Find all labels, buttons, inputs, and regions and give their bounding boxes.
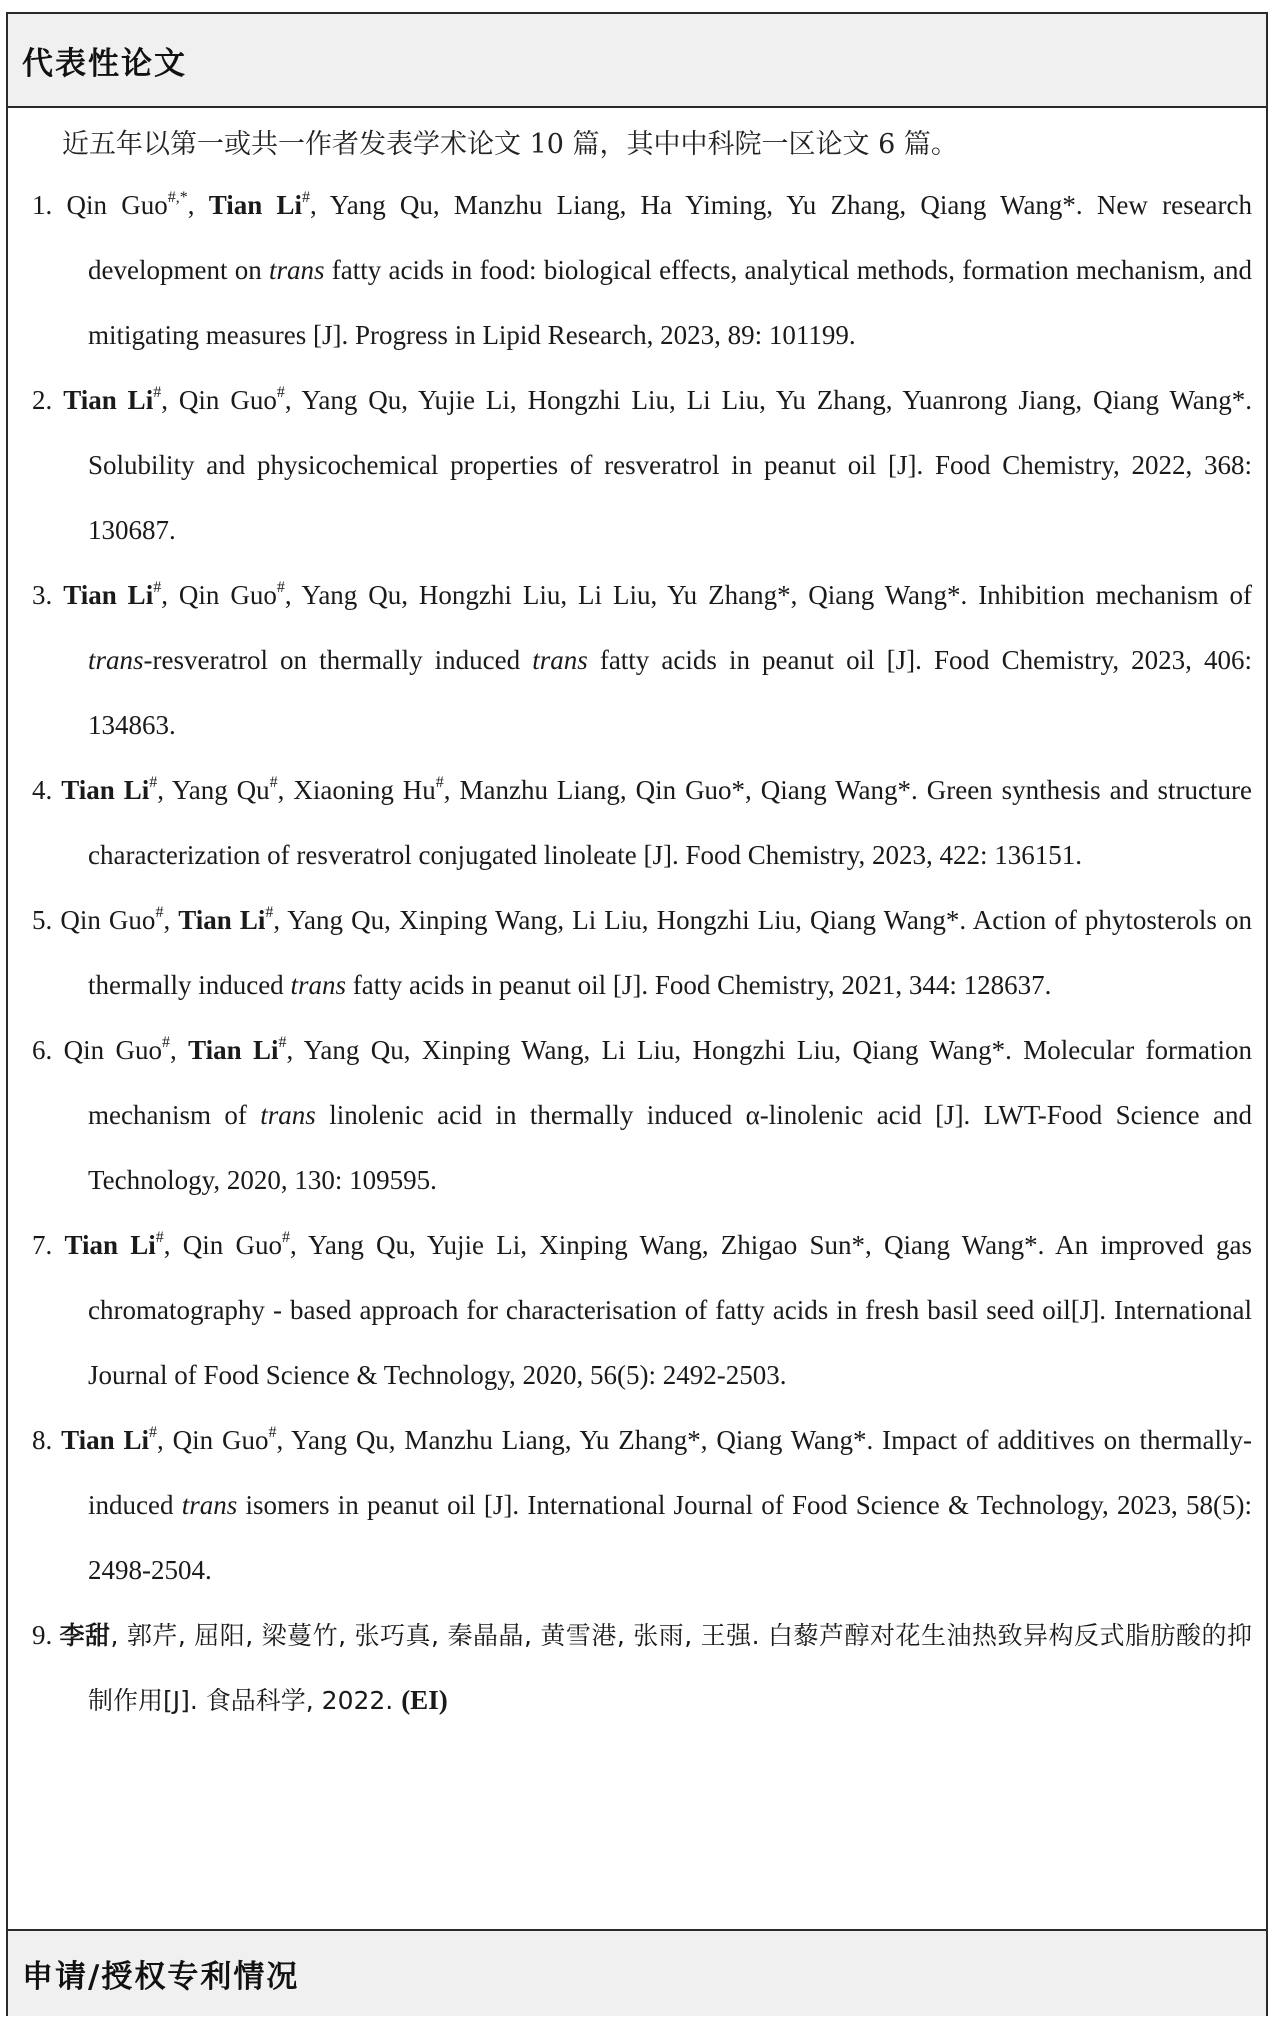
separator: , [169, 1035, 189, 1065]
italic-term: trans [269, 255, 325, 285]
author-mark: # [153, 579, 162, 596]
highlighted-author: Tian Li [208, 190, 302, 220]
author-mark: # [301, 189, 310, 206]
author-mark: # [269, 774, 278, 791]
author-mark: # [268, 1424, 277, 1441]
reference-item [22, 1603, 1252, 1733]
author: Qin Guo [182, 1230, 283, 1260]
author-mark: # [435, 774, 444, 791]
author-mark: # [276, 579, 285, 596]
reference-text: , Yang Qu, Xinping Wang, Li Liu, Hongzhi Liu, Qiang Wang*. Action of phytosterols on thermally induced [88, 905, 1252, 1000]
reference-item [22, 173, 1252, 368]
separator: , [161, 385, 179, 415]
author-mark: # [153, 384, 162, 401]
author-mark: # [161, 1034, 170, 1051]
italic-term: trans [88, 645, 144, 675]
reference-item [22, 888, 1252, 1018]
section-header-papers [8, 14, 1266, 108]
reference-text: , Yang Qu, Manzhu Liang, Ha Yiming, Yu Zhang, Qiang Wang*. New research development on [88, 190, 1253, 285]
author: Qin Guo [60, 905, 156, 935]
reference-text: fatty acids in food: biological effects, analytical methods, formation mechanism, and mitigating measures [J]. Progress in Lipid Research, 2023, 89: 101199. [88, 255, 1252, 350]
reference-text: , Yang Qu, Xinping Wang, Li Liu, Hongzhi Liu, Qiang Wang*. Molecular formation mechanism of [88, 1035, 1253, 1130]
highlighted-author: Tian Li [61, 775, 150, 805]
separator: , [161, 580, 179, 610]
separator: , [157, 1425, 173, 1455]
author-mark: # [282, 1229, 291, 1246]
author: Xiaoning Hu [293, 775, 436, 805]
reference-number: 6. [32, 1035, 53, 1065]
author: Qin Guo [178, 580, 277, 610]
reference-item [22, 1408, 1252, 1603]
italic-term: trans [260, 1100, 316, 1130]
highlighted-author: Tian Li [64, 1230, 156, 1260]
separator: , [163, 905, 179, 935]
author-mark: # [149, 1424, 158, 1441]
author: Qin Guo [63, 1035, 162, 1065]
author-mark: #,* [167, 189, 188, 206]
reference-number: 9. [32, 1620, 53, 1650]
reference-item [22, 563, 1252, 758]
reference-item [22, 758, 1252, 888]
reference-item [22, 1018, 1252, 1213]
highlighted-author: Tian Li [63, 385, 154, 415]
reference-number: 4. [32, 775, 53, 805]
reference-text: , Yang Qu, Yujie Li, Hongzhi Liu, Li Liu, Yu Zhang, Yuanrong Jiang, Qiang Wang*. Solubility and physicochemical properties of resveratrol in peanut oil [J]. Food Chemistry, 2022, 368: 130687. [88, 385, 1253, 545]
reference-text: -resveratrol on thermally induced [143, 645, 533, 675]
author-mark: # [276, 384, 285, 401]
highlighted-author: Tian Li [63, 580, 154, 610]
reference-text: linolenic acid in thermally induced α-linolenic acid [J]. LWT-Food Science and Technology, 2020, 130: 109595. [88, 1100, 1252, 1195]
author: Qin Guo [172, 1425, 269, 1455]
author: Yang Qu [171, 775, 270, 805]
next-section-title: 申请/授权专利情况 [22, 1959, 300, 1995]
reference-item [22, 368, 1252, 563]
reference-text: , Manzhu Liang, Qin Guo*, Qiang Wang*. Green synthesis and structure characterization of resveratrol conjugated linoleate [J]. Food Chemistry, 2023, 422: 136151. [88, 775, 1252, 870]
papers-section-body [8, 108, 1266, 1931]
reference-text: fatty acids in peanut oil [J]. Food Chemistry, 2023, 406: 134863. [88, 645, 1252, 740]
author: Qin Guo [66, 190, 168, 220]
author-mark: # [155, 904, 164, 921]
separator: , [277, 775, 294, 805]
separator: , [163, 1230, 183, 1260]
author-mark: # [278, 1034, 287, 1051]
index-badge: (EI) [401, 1685, 448, 1715]
author-mark: # [149, 774, 158, 791]
reference-text: , Yang Qu, Manzhu Liang, Yu Zhang*, Qiang Wang*. Impact of additives on thermally-induced [88, 1425, 1253, 1520]
highlighted-author: Tian Li [178, 905, 266, 935]
italic-term: trans [181, 1490, 238, 1520]
reference-number: 3. [32, 580, 53, 610]
reference-text: isomers in peanut oil [J]. International Journal of Food Science & Technology, 2023, 58(5): 2498-2504. [88, 1490, 1252, 1585]
reference-item [22, 1213, 1252, 1408]
author-mark: # [265, 904, 274, 921]
reference-number: 7. [32, 1230, 53, 1260]
highlighted-author: 李甜 [59, 1621, 111, 1650]
italic-term: trans [290, 970, 346, 1000]
author: Qin Guo [178, 385, 277, 415]
section-title: 代表性论文 [22, 45, 187, 82]
resume-table [6, 12, 1268, 2016]
separator: , [187, 190, 209, 220]
separator: , [157, 775, 172, 805]
reference-number: 2. [32, 385, 53, 415]
highlighted-author: Tian Li [188, 1035, 279, 1065]
papers-intro: 近五年以第一或共一作者发表学术论文 10 篇，其中中科院一区论文 6 篇。 [62, 129, 958, 160]
highlighted-author: Tian Li [61, 1425, 150, 1455]
reference-number: 1. [32, 190, 53, 220]
reference-text: , Yang Qu, Yujie Li, Xinping Wang, Zhigao Sun*, Qiang Wang*. An improved gas chromatography - based approach for characterisation of fatty acids in fresh basil seed oil[J]. International Journal of Food Science & Technology, 2020, 56(5): 2492-2503. [88, 1230, 1253, 1390]
italic-term: trans [532, 645, 588, 675]
author-mark: # [155, 1229, 164, 1246]
reference-number: 5. [32, 905, 53, 935]
section-header-patents [8, 1931, 1266, 2016]
reference-number: 8. [32, 1425, 53, 1455]
reference-text: , 郭芹, 屈阳, 梁蔓竹, 张巧真, 秦晶晶, 黄雪港, 张雨, 王强. 白藜芦醇对花生油热致异构反式脂肪酸的抑制作用[J]. 食品科学, 2022. [88, 1621, 1252, 1715]
reference-text: , Yang Qu, Hongzhi Liu, Li Liu, Yu Zhang*, Qiang Wang*. Inhibition mechanism of [284, 580, 1253, 610]
reference-text: fatty acids in peanut oil [J]. Food Chemistry, 2021, 344: 128637. [345, 970, 1052, 1000]
